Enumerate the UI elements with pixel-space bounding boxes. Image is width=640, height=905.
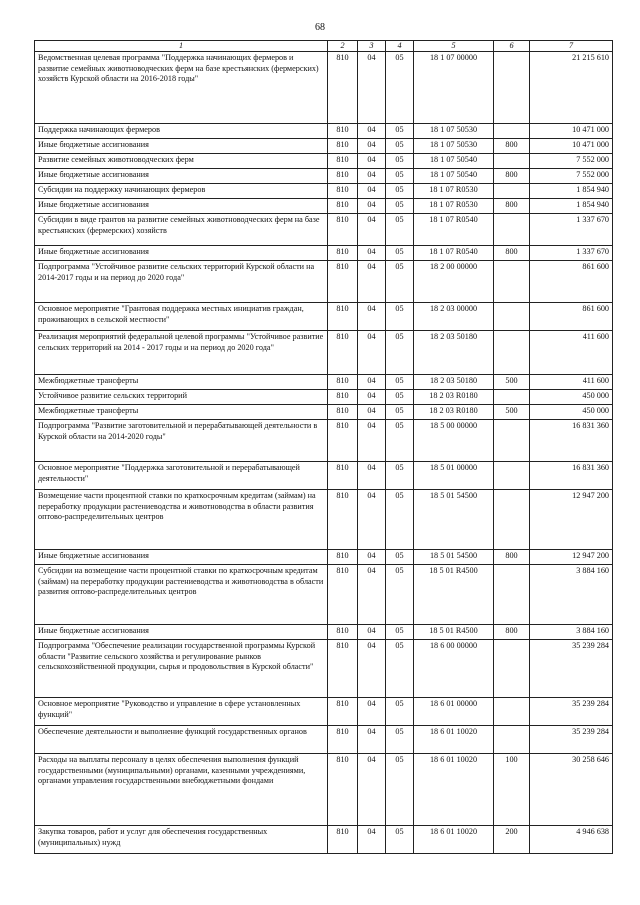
table-row [35,550,613,565]
row-description: Реализация мероприятий федеральной целевой программы "Устойчивое развитие сельских территорий на 2014 - 2017 годы и на период до 2020 года" [35,331,328,375]
row-description: Основное мероприятие "Грантовая поддержка местных инициатив граждан, проживающих в сельской местности" [35,303,328,331]
cell-c3: 04 [358,214,386,246]
cell-c6: 800 [494,246,530,261]
cell-c5: 18 6 01 10020 [414,754,494,826]
cell-c5: 18 5 01 54500 [414,490,494,550]
table-row [35,169,613,184]
table-row [35,246,613,261]
cell-c2: 810 [328,640,358,698]
table-row [35,139,613,154]
table-row [35,490,613,550]
cell-c6: 800 [494,625,530,640]
cell-c6 [494,184,530,199]
cell-c2: 810 [328,184,358,199]
cell-c2: 810 [328,154,358,169]
row-description: Иные бюджетные ассигнования [35,169,328,184]
cell-c4: 05 [386,420,414,462]
cell-c6 [494,390,530,405]
cell-c4: 05 [386,184,414,199]
cell-c5: 18 6 01 10020 [414,726,494,754]
cell-c2: 810 [328,550,358,565]
column-header: 3 [358,41,386,52]
cell-c2: 810 [328,52,358,124]
cell-c7: 12 947 200 [530,490,613,550]
cell-c6: 200 [494,826,530,854]
cell-c6: 800 [494,139,530,154]
row-description: Подпрограмма "Устойчивое развитие сельских территорий Курской области на 2014-2017 годы и на период до 2020 года" [35,261,328,303]
cell-c7: 30 258 646 [530,754,613,826]
row-description: Возмещение части процентной ставки по краткосрочным кредитам (займам) на переработку продукции растениеводства и животноводства в области развития оптово-распределительных центров [35,490,328,550]
cell-c6: 100 [494,754,530,826]
cell-c3: 04 [358,184,386,199]
table-row [35,303,613,331]
table-row [35,640,613,698]
cell-c5: 18 2 03 R0180 [414,390,494,405]
cell-c4: 05 [386,124,414,139]
cell-c3: 04 [358,726,386,754]
cell-c4: 05 [386,826,414,854]
row-description: Подпрограмма "Развитие заготовительной и перерабатывающей деятельности в Курской области на 2014-2020 годы" [35,420,328,462]
cell-c2: 810 [328,405,358,420]
cell-c6 [494,640,530,698]
cell-c4: 05 [386,169,414,184]
cell-c4: 05 [386,261,414,303]
cell-c4: 05 [386,698,414,726]
page-number: 68 [315,22,325,33]
cell-c4: 05 [386,52,414,124]
row-description: Иные бюджетные ассигнования [35,246,328,261]
cell-c3: 04 [358,420,386,462]
cell-c4: 05 [386,625,414,640]
cell-c7: 1 337 670 [530,246,613,261]
column-header: 1 [35,41,328,52]
cell-c4: 05 [386,331,414,375]
row-description: Межбюджетные трансферты [35,375,328,390]
table-row [35,420,613,462]
cell-c2: 810 [328,754,358,826]
cell-c3: 04 [358,169,386,184]
cell-c7: 450 000 [530,390,613,405]
cell-c6 [494,462,530,490]
row-description: Подпрограмма "Обеспечение реализации государственной программы Курской области "Развитие сельского хозяйства и регулирование рынков сельскохозяйственной продукции, сырья и продовольствия в Курской области" [35,640,328,698]
cell-c3: 04 [358,52,386,124]
cell-c7: 3 884 160 [530,625,613,640]
cell-c5: 18 2 03 50180 [414,375,494,390]
cell-c3: 04 [358,462,386,490]
table-row [35,331,613,375]
cell-c5: 18 6 00 00000 [414,640,494,698]
cell-c3: 04 [358,261,386,303]
cell-c6 [494,124,530,139]
cell-c3: 04 [358,139,386,154]
cell-c6 [494,565,530,625]
cell-c3: 04 [358,698,386,726]
cell-c3: 04 [358,405,386,420]
cell-c2: 810 [328,214,358,246]
cell-c7: 35 239 284 [530,698,613,726]
cell-c3: 04 [358,754,386,826]
row-description: Закупка товаров, работ и услуг для обеспечения государственных (муниципальных) нужд [35,826,328,854]
column-header: 6 [494,41,530,52]
cell-c7: 21 215 610 [530,52,613,124]
cell-c5: 18 1 07 50540 [414,169,494,184]
cell-c3: 04 [358,565,386,625]
table-row [35,154,613,169]
table-row [35,726,613,754]
cell-c4: 05 [386,565,414,625]
cell-c5: 18 2 03 50180 [414,331,494,375]
table-row [35,625,613,640]
cell-c3: 04 [358,550,386,565]
cell-c4: 05 [386,246,414,261]
cell-c2: 810 [328,199,358,214]
cell-c7: 16 831 360 [530,420,613,462]
cell-c6 [494,698,530,726]
cell-c4: 05 [386,303,414,331]
cell-c4: 05 [386,405,414,420]
cell-c6: 800 [494,550,530,565]
cell-c5: 18 2 00 00000 [414,261,494,303]
cell-c2: 810 [328,420,358,462]
table-row [35,52,613,124]
cell-c5: 18 1 07 R0530 [414,199,494,214]
row-description: Поддержка начинающих фермеров [35,124,328,139]
row-description: Субсидии в виде грантов на развитие семейных животноводческих ферм на базе крестьянских (фермерских) хозяйств [35,214,328,246]
cell-c5: 18 1 07 R0540 [414,214,494,246]
cell-c6: 500 [494,375,530,390]
table-row [35,124,613,139]
cell-c7: 411 600 [530,331,613,375]
table-row [35,826,613,854]
cell-c5: 18 5 01 R4500 [414,565,494,625]
row-description: Устойчивое развитие сельских территорий [35,390,328,405]
row-description: Субсидии на поддержку начинающих фермеров [35,184,328,199]
cell-c6 [494,331,530,375]
table-row [35,698,613,726]
cell-c4: 05 [386,462,414,490]
cell-c5: 18 1 07 50530 [414,124,494,139]
table-row [35,754,613,826]
row-description: Развитие семейных животноводческих ферм [35,154,328,169]
cell-c4: 05 [386,375,414,390]
cell-c4: 05 [386,214,414,246]
row-description: Основное мероприятие "Руководство и управление в сфере установленных функций" [35,698,328,726]
row-description: Иные бюджетные ассигнования [35,550,328,565]
row-description: Межбюджетные трансферты [35,405,328,420]
cell-c7: 1 854 940 [530,184,613,199]
cell-c5: 18 5 01 00000 [414,462,494,490]
cell-c3: 04 [358,154,386,169]
cell-c6: 800 [494,199,530,214]
row-description: Основное мероприятие "Поддержка заготовительной и перерабатывающей деятельности" [35,462,328,490]
cell-c2: 810 [328,390,358,405]
row-description: Иные бюджетные ассигнования [35,139,328,154]
cell-c3: 04 [358,331,386,375]
cell-c7: 16 831 360 [530,462,613,490]
cell-c6 [494,726,530,754]
cell-c5: 18 1 07 50530 [414,139,494,154]
cell-c3: 04 [358,124,386,139]
cell-c5: 18 2 03 00000 [414,303,494,331]
cell-c4: 05 [386,726,414,754]
cell-c5: 18 1 07 R0530 [414,184,494,199]
row-description: Субсидии на возмещение части процентной ставки по краткосрочным кредитам (займам) на переработку продукции растениеводства и животноводства в области развития оптово-распределительных центров [35,565,328,625]
cell-c3: 04 [358,390,386,405]
cell-c6 [494,420,530,462]
cell-c2: 810 [328,826,358,854]
row-description: Иные бюджетные ассигнования [35,625,328,640]
cell-c2: 810 [328,139,358,154]
column-header: 4 [386,41,414,52]
cell-c7: 35 239 284 [530,726,613,754]
cell-c7: 10 471 000 [530,124,613,139]
cell-c5: 18 1 07 00000 [414,52,494,124]
cell-c7: 411 600 [530,375,613,390]
cell-c6 [494,52,530,124]
cell-c2: 810 [328,261,358,303]
cell-c2: 810 [328,490,358,550]
cell-c4: 05 [386,490,414,550]
cell-c7: 4 946 638 [530,826,613,854]
cell-c2: 810 [328,331,358,375]
cell-c3: 04 [358,826,386,854]
cell-c3: 04 [358,640,386,698]
cell-c5: 18 1 07 50540 [414,154,494,169]
cell-c4: 05 [386,390,414,405]
table-row [35,199,613,214]
cell-c6: 500 [494,405,530,420]
table-row [35,261,613,303]
cell-c4: 05 [386,139,414,154]
cell-c7: 861 600 [530,261,613,303]
cell-c5: 18 6 01 00000 [414,698,494,726]
cell-c6 [494,303,530,331]
cell-c3: 04 [358,199,386,214]
row-description: Обеспечение деятельности и выполнение функций государственных органов [35,726,328,754]
cell-c2: 810 [328,169,358,184]
cell-c2: 810 [328,124,358,139]
cell-c3: 04 [358,246,386,261]
cell-c6 [494,490,530,550]
cell-c5: 18 5 00 00000 [414,420,494,462]
cell-c2: 810 [328,246,358,261]
cell-c7: 450 000 [530,405,613,420]
cell-c7: 7 552 000 [530,169,613,184]
cell-c7: 7 552 000 [530,154,613,169]
cell-c6: 800 [494,169,530,184]
cell-c6 [494,261,530,303]
column-header: 5 [414,41,494,52]
cell-c5: 18 6 01 10020 [414,826,494,854]
cell-c4: 05 [386,550,414,565]
table-header-row [35,41,613,52]
table-row [35,462,613,490]
table-row [35,390,613,405]
cell-c7: 861 600 [530,303,613,331]
table-row [35,565,613,625]
cell-c4: 05 [386,640,414,698]
table-row [35,214,613,246]
cell-c2: 810 [328,565,358,625]
cell-c7: 12 947 200 [530,550,613,565]
cell-c7: 1 337 670 [530,214,613,246]
cell-c3: 04 [358,625,386,640]
cell-c3: 04 [358,375,386,390]
cell-c5: 18 1 07 R0540 [414,246,494,261]
cell-c3: 04 [358,303,386,331]
cell-c5: 18 2 03 R0180 [414,405,494,420]
cell-c4: 05 [386,154,414,169]
cell-c2: 810 [328,625,358,640]
row-description: Иные бюджетные ассигнования [35,199,328,214]
cell-c6 [494,214,530,246]
cell-c2: 810 [328,698,358,726]
cell-c2: 810 [328,462,358,490]
cell-c5: 18 5 01 R4500 [414,625,494,640]
cell-c5: 18 5 01 54500 [414,550,494,565]
table-row [35,405,613,420]
column-header: 2 [328,41,358,52]
column-header: 7 [530,41,613,52]
cell-c7: 35 239 284 [530,640,613,698]
cell-c2: 810 [328,375,358,390]
cell-c2: 810 [328,726,358,754]
cell-c6 [494,154,530,169]
cell-c7: 1 854 940 [530,199,613,214]
cell-c4: 05 [386,199,414,214]
cell-c7: 10 471 000 [530,139,613,154]
table-row [35,184,613,199]
cell-c7: 3 884 160 [530,565,613,625]
cell-c3: 04 [358,490,386,550]
row-description: Расходы на выплаты персоналу в целях обеспечения выполнения функций государственными (муниципальными) органами, казенными учреждениями, органами управления государственными внебюджетными фондами [35,754,328,826]
row-description: Ведомственная целевая программа "Поддержка начинающих фермеров и развитие семейных животноводческих ферм на базе крестьянских (фермерских) хозяйств Курской области на 2016-2018 годы" [35,52,328,124]
budget-table [34,40,613,854]
cell-c2: 810 [328,303,358,331]
cell-c4: 05 [386,754,414,826]
table-row [35,375,613,390]
